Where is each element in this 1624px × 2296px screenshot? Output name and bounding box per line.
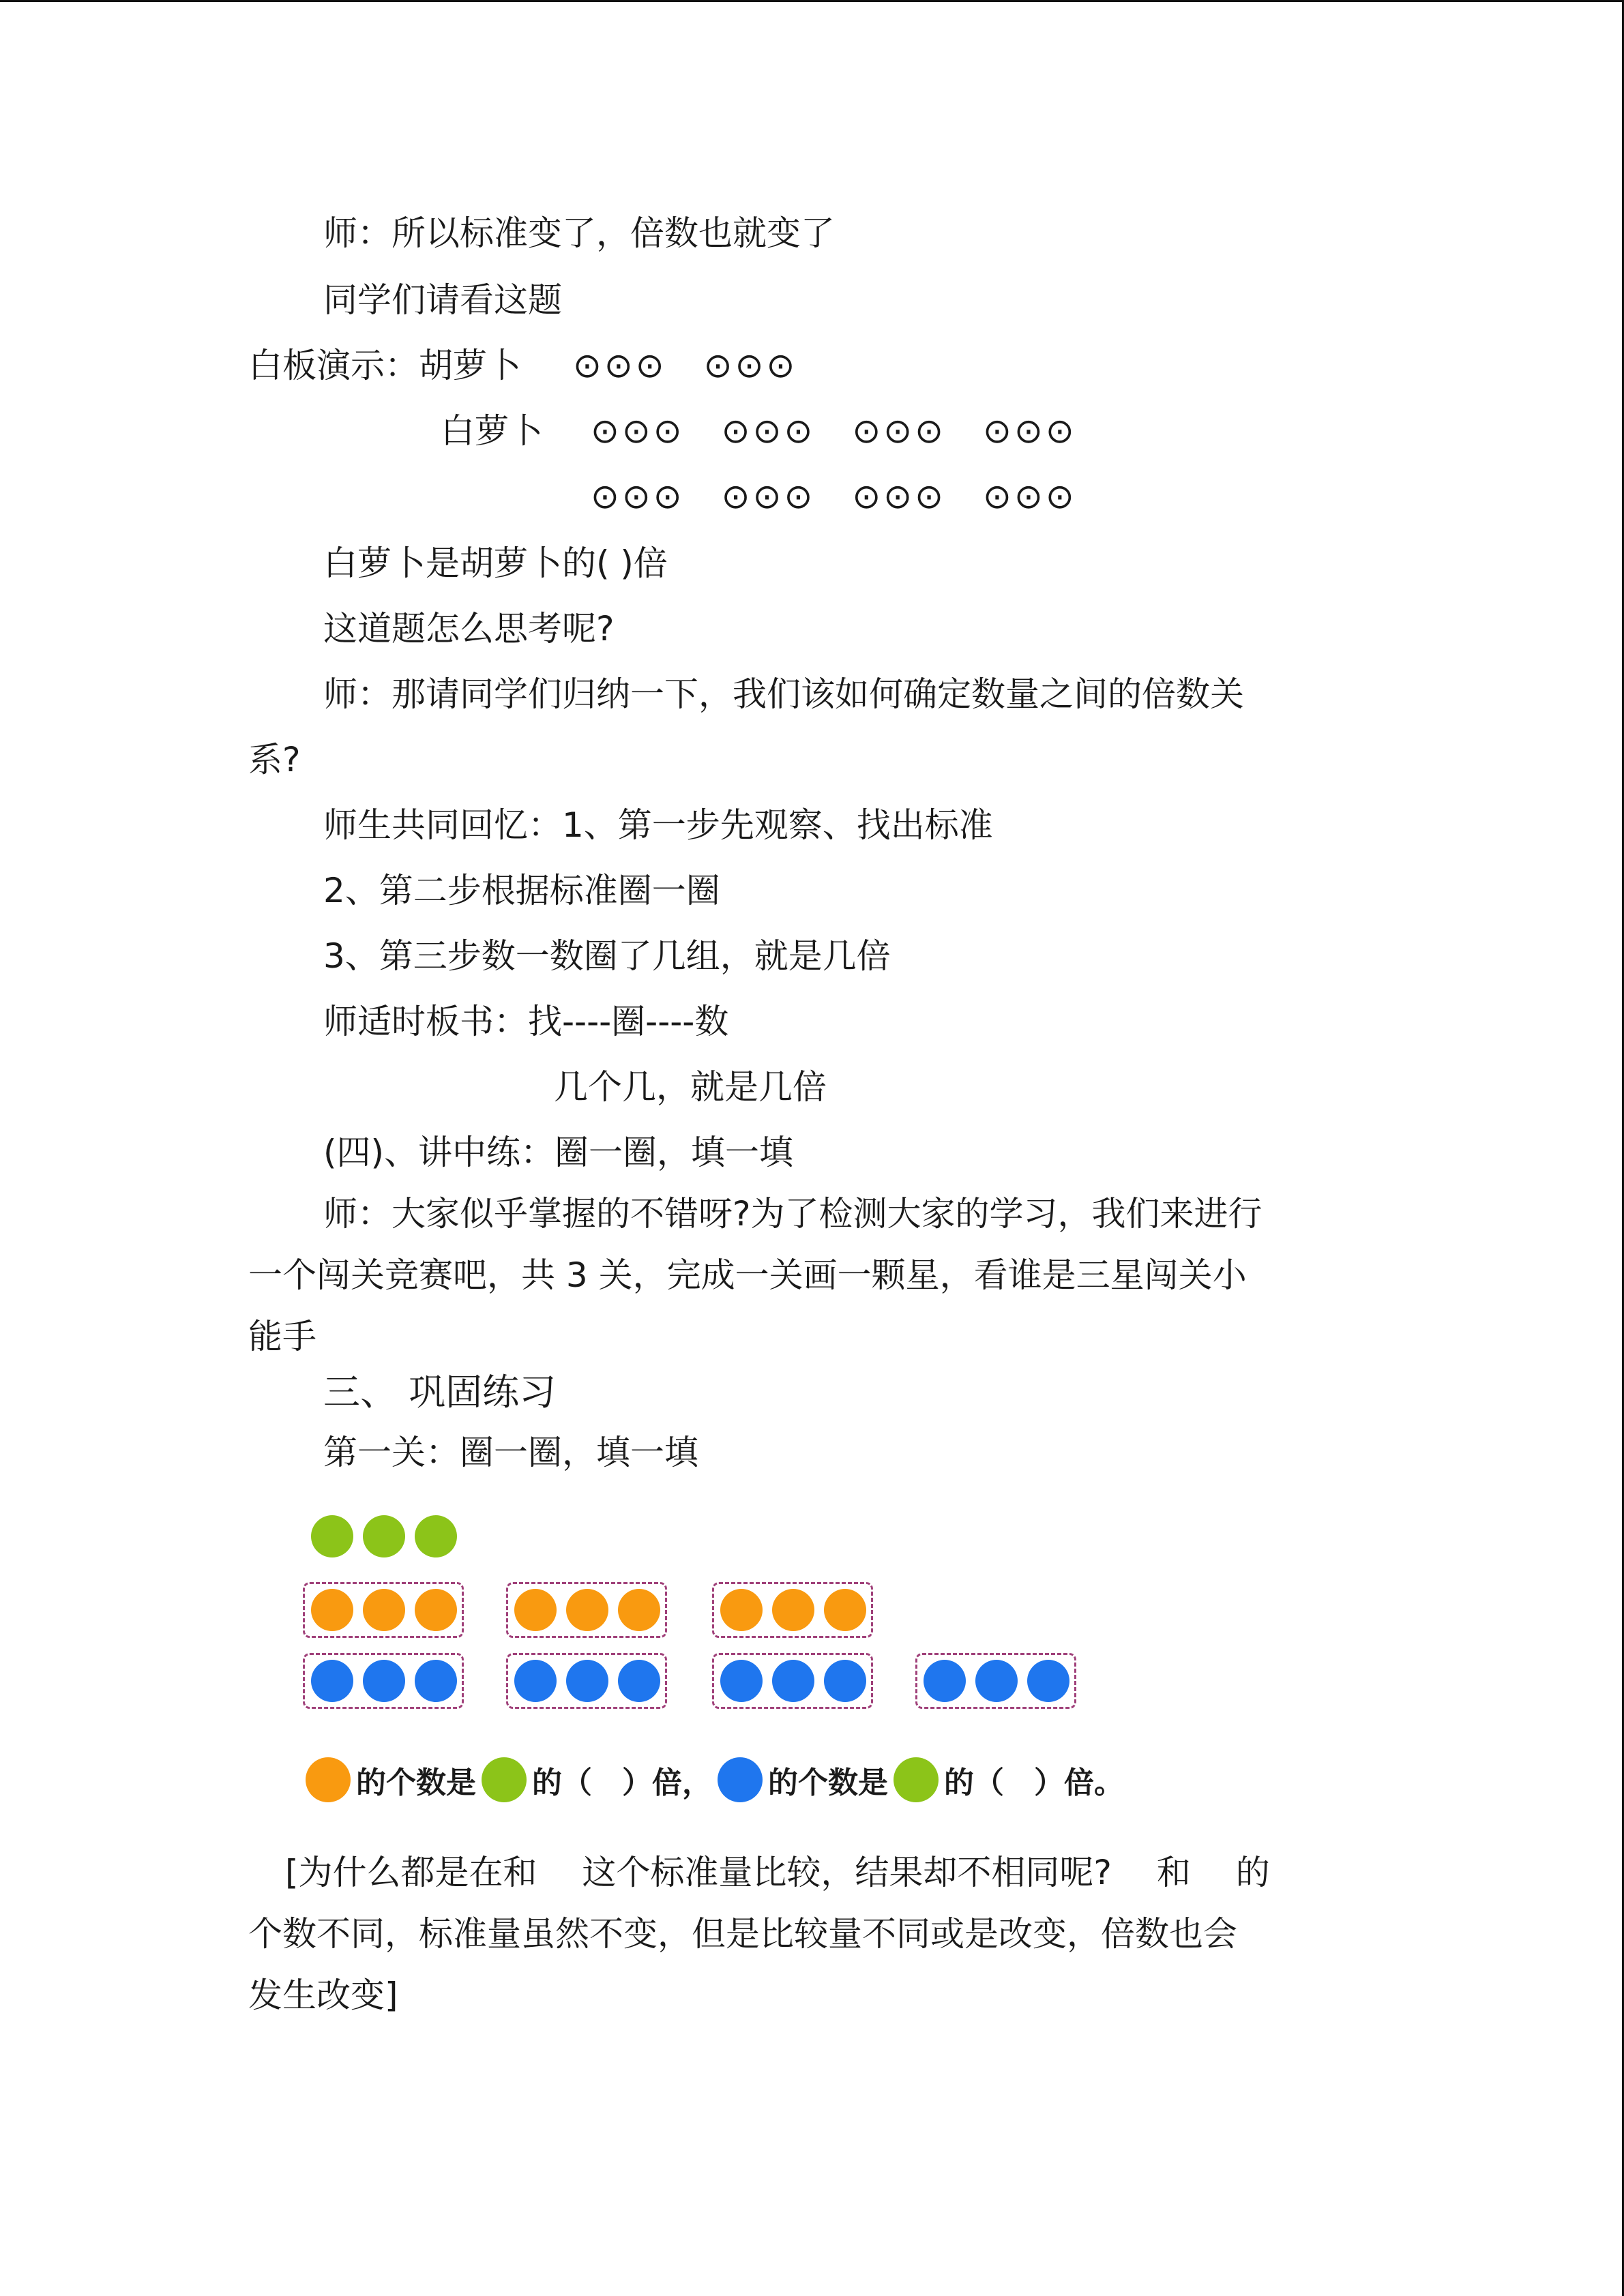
text-line: 系? xyxy=(248,740,301,779)
caption-text: 的（ ）倍， xyxy=(532,1765,712,1800)
blue-dot xyxy=(415,1660,457,1702)
text-line: [为什么都是在和 这个标准量比较，结果却不相同呢? 和 的 xyxy=(285,1853,1270,1892)
blue-dot xyxy=(720,1660,763,1702)
question-caption xyxy=(300,1753,1124,1807)
radish-dots-row2: ⊙⊙⊙ ⊙⊙⊙ ⊙⊙⊙ ⊙⊙⊙ xyxy=(591,477,1077,516)
orange-dot xyxy=(618,1589,660,1631)
orange-dot xyxy=(772,1589,814,1631)
text-line: 师：所以标准变了，倍数也就变了 xyxy=(323,213,835,253)
text-line: 一个闯关竞赛吧，共 3 关，完成一关画一颗星，看谁是三星闯关小 xyxy=(248,1255,1247,1295)
orange-dot xyxy=(514,1589,557,1631)
blue-dot xyxy=(566,1660,608,1702)
text-line: (四)、讲中练：圈一圈，填一填 xyxy=(323,1133,794,1172)
text-line: 3、第三步数一数圈了几组，就是几倍 xyxy=(323,936,891,976)
carrot-label: 白板演示：胡萝卜 xyxy=(248,346,521,385)
carrot-dots: ⊙⊙⊙ ⊙⊙⊙ xyxy=(573,346,798,385)
text-line: 几个几，就是几倍 xyxy=(554,1067,827,1107)
section-heading: 三、 巩固练习 xyxy=(323,1371,557,1414)
orange-dot xyxy=(311,1589,353,1631)
text-line: 师适时板书：找----圈----数 xyxy=(323,1002,729,1041)
caption-text: 的个数是 xyxy=(356,1765,476,1800)
blue-dot xyxy=(1027,1660,1069,1702)
text-line: 个数不同，标准量虽然不变，但是比较量不同或是改变，倍数也会 xyxy=(248,1914,1237,1954)
blue-dot xyxy=(363,1660,405,1702)
text-line: 师：大家似乎掌握的不错呀?为了检测大家的学习，我们来进行 xyxy=(323,1194,1263,1234)
green-dot xyxy=(363,1515,405,1557)
green-dot xyxy=(415,1515,457,1557)
blue-dot xyxy=(772,1660,814,1702)
blue-dot xyxy=(824,1660,866,1702)
blue-dot xyxy=(975,1660,1018,1702)
text-line: 师生共同回忆：1、第一步先观察、找出标准 xyxy=(323,805,993,845)
orange-dot xyxy=(824,1589,866,1631)
text-line: 这道题怎么思考呢? xyxy=(323,609,615,648)
text-line: 同学们请看这题 xyxy=(323,280,562,320)
radish-label: 白萝卜 xyxy=(441,411,543,451)
blue-dot xyxy=(311,1660,353,1702)
text-line: 发生改变] xyxy=(248,1976,398,2015)
blue-circle-icon xyxy=(718,1757,763,1802)
orange-dot xyxy=(363,1589,405,1631)
text-line: 能手 xyxy=(248,1317,316,1356)
green-circle-icon xyxy=(894,1757,939,1802)
caption-text: 的个数是 xyxy=(768,1765,888,1800)
blue-dot xyxy=(618,1660,660,1702)
text-line: 师：那请同学们归纳一下，我们该如何确定数量之间的倍数关 xyxy=(323,674,1244,714)
green-dot xyxy=(311,1515,353,1557)
orange-dot xyxy=(415,1589,457,1631)
blue-dot xyxy=(924,1660,966,1702)
text-line: 第一关：圈一圈，填一填 xyxy=(323,1433,698,1472)
orange-circle-icon xyxy=(306,1757,351,1802)
orange-dot xyxy=(720,1589,763,1631)
orange-dot xyxy=(566,1589,608,1631)
caption-text: 的（ ）倍。 xyxy=(944,1765,1124,1800)
text-line: 白萝卜是胡萝卜的( )倍 xyxy=(323,543,668,583)
radish-dots-row1: ⊙⊙⊙ ⊙⊙⊙ ⊙⊙⊙ ⊙⊙⊙ xyxy=(591,411,1077,451)
blue-dot xyxy=(514,1660,557,1702)
green-circle-icon xyxy=(482,1757,527,1802)
text-line: 2、第二步根据标准圈一圈 xyxy=(323,871,720,910)
